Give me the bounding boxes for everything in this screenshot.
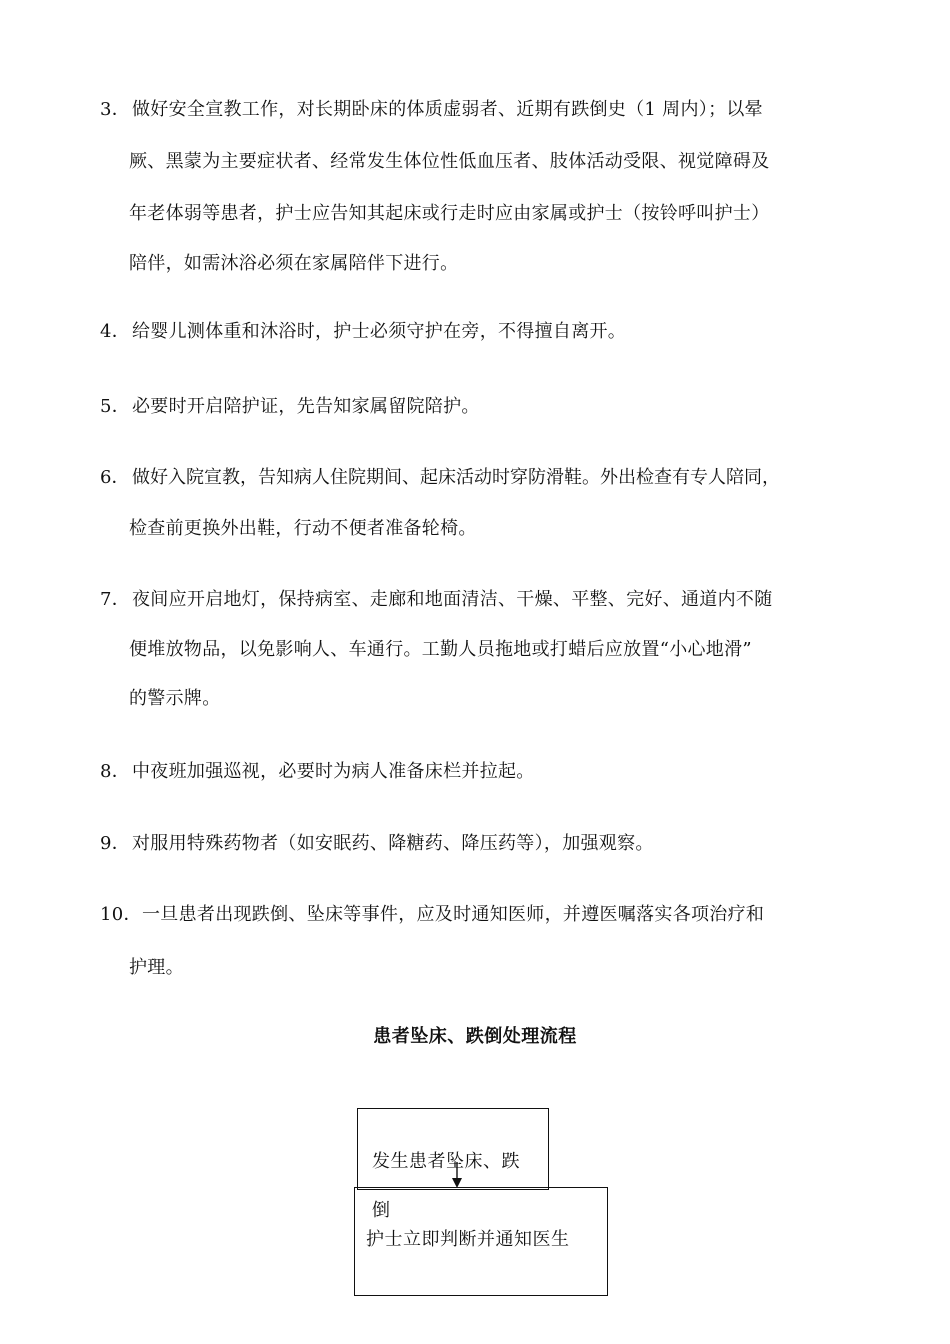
list-item-number: 5．: [100, 396, 131, 417]
list-item-6-line-2: 检查前更换外出鞋，行动不便者准备轮椅。: [129, 518, 477, 539]
list-item-3-line-1: [100, 99, 763, 121]
list-item-text: 中夜班加强巡视，必要时为病人准备床栏并拉起。: [132, 761, 535, 782]
list-item-5: [100, 396, 480, 418]
list-item-7-line-3: 的警示牌。: [129, 688, 221, 709]
list-item-7-line-2: 便堆放物品，以免影响人、车通行。工勤人员拖地或打蜡后应放置“小心地滑”: [129, 639, 752, 660]
list-item-3-line-2: 厥、黑蒙为主要症状者、经常发生体位性低血压者、肢体活动受限、视觉障碍及: [129, 151, 770, 172]
list-item-number: 9．: [100, 833, 131, 854]
list-item-text: 做好安全宣教工作，对长期卧床的体质虚弱者、近期有跌倒史（1 周内）；以晕: [132, 99, 763, 120]
list-item-10-line-2: 护理。: [129, 957, 184, 978]
list-item-8: [100, 761, 535, 783]
flowchart-title: 患者坠床、跌倒处理流程: [373, 1026, 577, 1047]
list-item-text: 夜间应开启地灯，保持病室、走廊和地面清洁、干燥、平整、完好、通道内不随: [132, 589, 773, 610]
list-item-4: [100, 321, 626, 343]
list-item-3-line-3: 年老体弱等患者，护士应告知其起床或行走时应由家属或护士（按铃呼叫护士）: [129, 203, 770, 224]
list-item-number: 6．: [100, 467, 130, 488]
list-item-9: [100, 833, 654, 855]
list-item-number: 3．: [100, 99, 131, 120]
list-item-number: 4．: [100, 321, 131, 342]
list-item-number: 8．: [100, 761, 131, 782]
list-item-number: 7．: [100, 589, 131, 610]
list-item-6-line-1: [100, 467, 780, 489]
list-item-text: 对服用特殊药物者（如安眠药、降糖药、降压药等），加强观察。: [132, 833, 654, 854]
list-item-3-line-4: 陪伴，如需沐浴必须在家属陪伴下进行。: [129, 253, 459, 274]
list-item-text: 必要时开启陪护证，先告知家属留院陪护。: [132, 396, 480, 417]
list-item-10-line-1: [100, 904, 764, 926]
flowchart-step-1-box: [357, 1108, 549, 1190]
flowchart-step-1-text-line-1: 发生患者坠床、跌: [372, 1151, 520, 1172]
flowchart-step-1-text-line-2: 倒: [372, 1200, 391, 1221]
list-item-text: 给婴儿测体重和沐浴时，护士必须守护在旁，不得擅自离开。: [132, 321, 627, 342]
list-item-number: 10．: [100, 904, 142, 925]
flowchart-step-2-text: 护士立即判断并通知医生: [366, 1229, 570, 1250]
list-item-text: 做好入院宣教，告知病人住院期间、起床活动时穿防滑鞋。外出检查有专人陪同，: [132, 467, 780, 488]
list-item-7-line-1: [100, 589, 773, 611]
list-item-text: 一旦患者出现跌倒、坠床等事件，应及时通知医师，并遵医嘱落实各项治疗和: [142, 904, 765, 925]
